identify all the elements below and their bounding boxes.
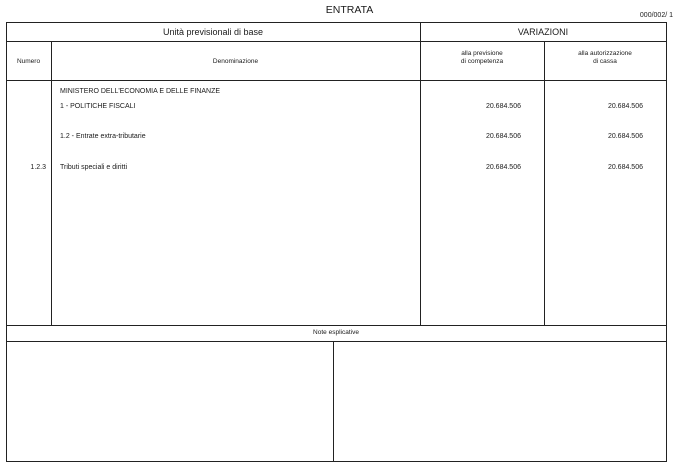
row-previsione: 20.684.506 [485, 103, 521, 110]
cassa-column-divider [544, 41, 545, 325]
table-bottom-border [6, 461, 667, 462]
row-denominazione: 1.2 - Entrate extra-tributarie [60, 133, 146, 140]
numero-column-divider [51, 41, 52, 325]
row-cassa: 20.684.506 [607, 133, 643, 140]
cassa-header-line2: di cassa [593, 58, 617, 65]
row-cassa: 20.684.506 [607, 103, 643, 110]
header-divider [6, 41, 667, 42]
row-previsione: 20.684.506 [485, 164, 521, 171]
body-bottom-border [6, 325, 667, 326]
notes-left-box [7, 342, 333, 461]
page-title: ENTRATA [325, 4, 374, 16]
previsione-header-line2: di competenza [460, 58, 504, 65]
row-previsione: 20.684.506 [485, 133, 521, 140]
previsione-header [420, 50, 544, 66]
unita-header: Unità previsionali di base [162, 27, 264, 37]
header-bottom-border [6, 80, 667, 81]
denominazione-header: Denominazione [212, 58, 259, 65]
cassa-header-line1: alla autorizzazione [578, 50, 632, 57]
table-top-border [6, 22, 667, 23]
row-denominazione: 1 - POLITICHE FISCALI [60, 103, 136, 110]
row-denominazione: MINISTERO DELL'ECONOMIA E DELLE FINANZE [60, 88, 221, 95]
note-esplicative-label: Note esplicative [313, 329, 359, 336]
table-right-border [666, 22, 667, 461]
variazioni-divider [420, 22, 421, 325]
page-code: 000/002/ 1 [639, 12, 673, 19]
row-denominazione: Tributi speciali e diritti [60, 164, 128, 171]
notes-right-box [334, 342, 666, 461]
numero-header: Numero [16, 58, 41, 65]
previsione-header-line1: alla previsione [461, 50, 503, 57]
cassa-header [544, 50, 666, 66]
row-cassa: 20.684.506 [607, 164, 643, 171]
row-numero: 1.2.3 [30, 164, 46, 171]
variazioni-header: VARIAZIONI [517, 27, 569, 37]
